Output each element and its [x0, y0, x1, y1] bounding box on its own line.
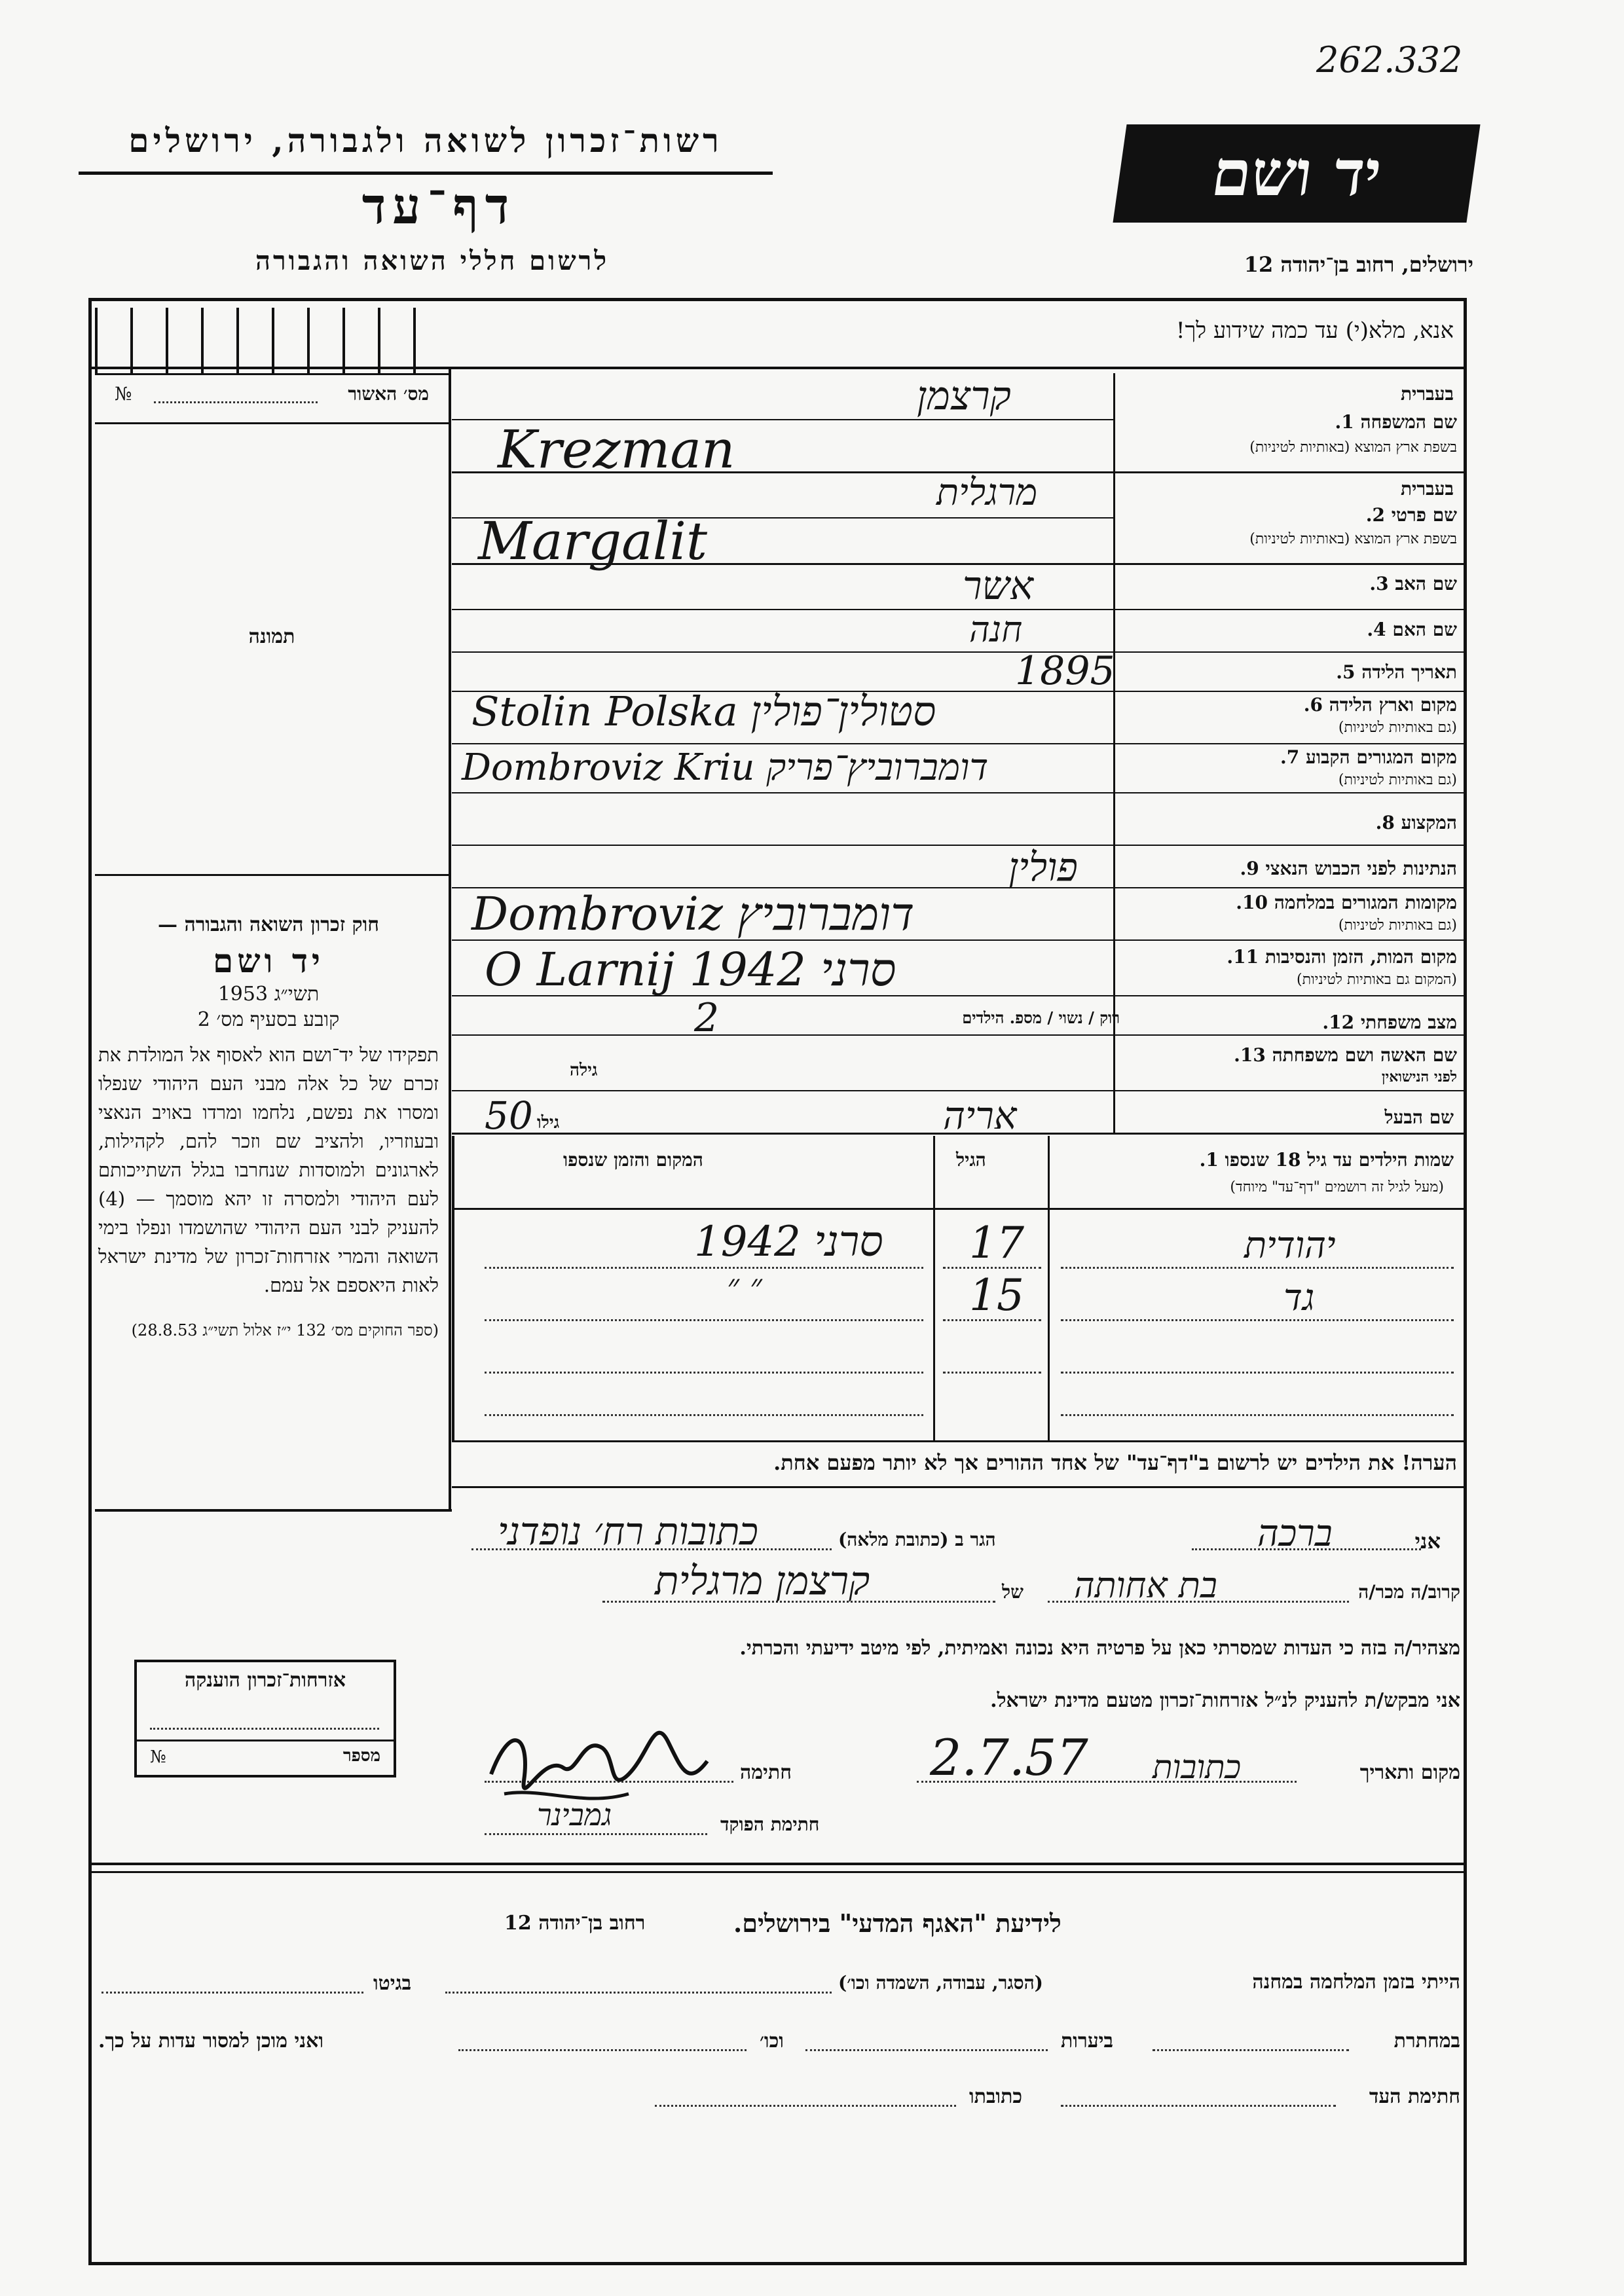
field4-value[interactable]: חנה	[969, 609, 1023, 650]
bottom-line2-c: וכו׳	[760, 2030, 784, 2052]
intro-text: אנא, מלא(י) עד כמה שידוע לך!	[1175, 318, 1454, 344]
decl-sig-label: חתימה	[740, 1761, 792, 1784]
form-title: דף־עד	[361, 177, 516, 235]
law-box: חוק זכרון השואה והגבורה — יד ושם תשי״ג 1953 קובע בסעיף מס׳ 2 תפקידו של יד־ושם הוא לאסוף אל המולדת את זכרם של כל אלה מבני העם היהודי שנפלו ומסרו את נפשם, נלחמו ומרדו באויב הנאצי ובעוזריו, ולהציב שם וזכר להם, לקהילות, לארגונים ולמוסדות שנחרבו בגלל השתייכותם לעם היהודי ולמסרה זו יהא מוסמך — (4) להעניק לבני העם היהודי שהושמדו ונפלו בימי השואה והמרי אזרחות־זכרון של מדינת ישראל לאות היאספם אל עמם. (ספר החוקים מס׳ 132 י״ז אלול תשי״ג 28.8.53)	[98, 913, 439, 1339]
decl-date-value[interactable]: 2.7.57	[930, 1728, 1088, 1787]
field1-latin-value[interactable]: Krezman	[498, 419, 735, 480]
field10-value[interactable]: Dombroviz דומברוביץ	[471, 887, 915, 941]
field13-label: שם האשה ושם משפחתה 13.	[1234, 1044, 1457, 1066]
official-sig-label: חתימת הפוקד	[720, 1813, 820, 1835]
field12-options: רוק / נשוי / מספ. הילדים	[962, 1008, 1120, 1027]
decl-address-value[interactable]: כתובות רח׳ נופדני	[498, 1509, 758, 1554]
bottom-line2-a: במחתרת	[1393, 2030, 1460, 2052]
field8-label: המקצוע 8.	[1375, 812, 1457, 833]
checkbox-ticks	[95, 308, 449, 373]
place-header: המקום והזמן שנספו	[563, 1149, 703, 1171]
field12-label: מצב משפחתי 12.	[1322, 1011, 1457, 1033]
child1-place[interactable]: 1942 סרני	[694, 1218, 883, 1266]
decl-rel-value[interactable]: בת אחותה	[1074, 1565, 1217, 1606]
children-title: שמות הילדים עד גיל 18 שנספו 1.	[1199, 1149, 1454, 1171]
children-sub: (מעל לגיל זה רושמים "דף־עד" מיוחד)	[1230, 1179, 1444, 1195]
field5-label: תאריך הלידה 5.	[1336, 661, 1457, 683]
photo-label: תמונה	[248, 625, 295, 648]
decl-relative: קרוב/ה מכר/ה	[1358, 1581, 1460, 1603]
yad-vashem-logo: יד ושם	[1113, 124, 1480, 223]
bottom-line2-d: ואני מוכן למסור עדות על כך.	[98, 2030, 324, 2052]
field6-label: מקום וארץ הלידה 6.	[1303, 694, 1457, 716]
decl-of: של	[1002, 1581, 1024, 1603]
bottom-line2-b: ביערות	[1061, 2030, 1114, 2052]
field3-value[interactable]: אשר	[963, 563, 1033, 609]
age-header: הגיל	[956, 1149, 986, 1171]
field9-value[interactable]: פולין	[1008, 845, 1078, 890]
field11-value[interactable]: O Larnij 1942 סרני	[485, 943, 896, 996]
memorial-box: אזרחות־זכרון הוענקה № מספר	[134, 1660, 396, 1777]
field1-heb-value[interactable]: קרצמן	[917, 373, 1011, 419]
form-subtitle: לרשום חללי השואה והגבורה	[255, 246, 610, 276]
field3-label: שם האב 3.	[1369, 573, 1457, 594]
field7-label: מקום המגורים הקבוע 7.	[1280, 746, 1457, 768]
husband-age-value[interactable]: 50	[485, 1093, 533, 1138]
archive-number: 262.332	[1316, 39, 1463, 81]
org-name: רשות־זכרון לשואה ולגבורה, ירושלים	[128, 121, 723, 160]
bottom-line3-b: כתובתו	[969, 2085, 1023, 2108]
field11-label: מקום המות, הזמן והנסיבות 11.	[1227, 946, 1457, 968]
husband-value[interactable]: אריה	[943, 1093, 1017, 1138]
note: הערה! את הילדים יש לרשום ב"דף־עד" של אחד ההורים אך לא יותר מפעם אחת.	[773, 1450, 1457, 1475]
child2-age[interactable]: 15	[969, 1270, 1024, 1321]
field2-sub: בשפת ארץ המוצא (באותיות לטיניות)	[1249, 531, 1457, 547]
child1-name[interactable]: יהודית	[1244, 1224, 1336, 1267]
field7-sub: (גם באותיות לטיניות)	[1338, 772, 1457, 788]
husband-label: שם הבעל	[1384, 1106, 1454, 1128]
bottom-line1-b: (הסגר, עבודה, השמדה וכו׳)	[838, 1972, 1043, 1994]
bottom-title: לידיעת "האגף המדעי" בירושלים.	[733, 1908, 1061, 1938]
field2-heb-value[interactable]: מרגלית	[936, 471, 1038, 514]
bottom-line3-a: חתימת העד	[1369, 2085, 1460, 2108]
field11-sub: (המקום גם באותיות לטיניות)	[1297, 972, 1457, 988]
bottom-address: רחוב בן־יהודה 12	[504, 1912, 646, 1935]
decl-of-value[interactable]: קרצמן מרגלית	[655, 1558, 870, 1604]
official-sig-value[interactable]: גמבינר	[537, 1797, 612, 1832]
field10-label: מקומות המגורים במלחמה 10.	[1236, 892, 1457, 913]
field7-value[interactable]: Dombroviz Kriu דומברוביץ־פריק	[462, 746, 989, 789]
field9-label: הנתינות לפני הכבוש הנאצי 9.	[1240, 858, 1457, 879]
child2-place[interactable]: ״ ״	[727, 1267, 762, 1305]
field6-value[interactable]: Stolin Polska סטולין־פולין	[471, 687, 936, 735]
field10-sub: (גם באותיות לטיניות)	[1338, 917, 1457, 934]
field1-sub: בשפת ארץ המוצא (באותיות לטיניות)	[1249, 439, 1457, 456]
bottom-line1-c: בגיטו	[373, 1972, 412, 1995]
field2-heb-tag: בעברית	[1400, 478, 1454, 500]
decl-place-value[interactable]: כתובות	[1153, 1748, 1242, 1786]
wife-age-label: גילה	[570, 1061, 598, 1080]
husband-age-label: גילו	[537, 1113, 560, 1133]
approval-row: № מס׳ האשור	[115, 383, 429, 405]
decl-ani: אני	[1414, 1529, 1441, 1554]
child2-name[interactable]: גד	[1283, 1277, 1315, 1319]
field2-label: שם פרטי 2.	[1365, 504, 1457, 526]
decl-place-date: מקום ותאריך	[1359, 1761, 1460, 1784]
bottom-line1-a: הייתי בזמן המלחמה במחנה	[1252, 1971, 1460, 1994]
field4-label: שם האם 4.	[1367, 619, 1457, 640]
field13-sub: לפני הנישואין	[1381, 1068, 1457, 1085]
decl-resides: הגר ב (כתובת מלאה)	[838, 1529, 996, 1550]
address: ירושלים, רחוב בן־יהודה 12	[1244, 252, 1473, 277]
field12-value[interactable]: 2	[694, 995, 720, 1041]
child1-age[interactable]: 17	[969, 1218, 1024, 1268]
decl-request: אני מבקש/ת להעניק לנ״ל אזרחות־זכרון מטעם מדינת ישראל.	[990, 1689, 1460, 1712]
org-underline	[79, 172, 773, 175]
field6-sub: (גם באותיות לטיניות)	[1338, 720, 1457, 736]
field2-latin-value[interactable]: Margalit	[478, 511, 708, 572]
field1-heb-tag: בעברית	[1400, 383, 1454, 405]
decl-statement: מצהיר/ה בזה כי העדות שמסרתי כאן על פרטיה היא נכונה ואמיתית, לפי מיטב ידיעתי והכרתי.	[739, 1637, 1460, 1660]
decl-name-value[interactable]: ברכה	[1257, 1512, 1333, 1555]
field1-label: שם המשפחה 1.	[1335, 411, 1457, 433]
field5-value[interactable]: 1895	[1015, 648, 1115, 694]
